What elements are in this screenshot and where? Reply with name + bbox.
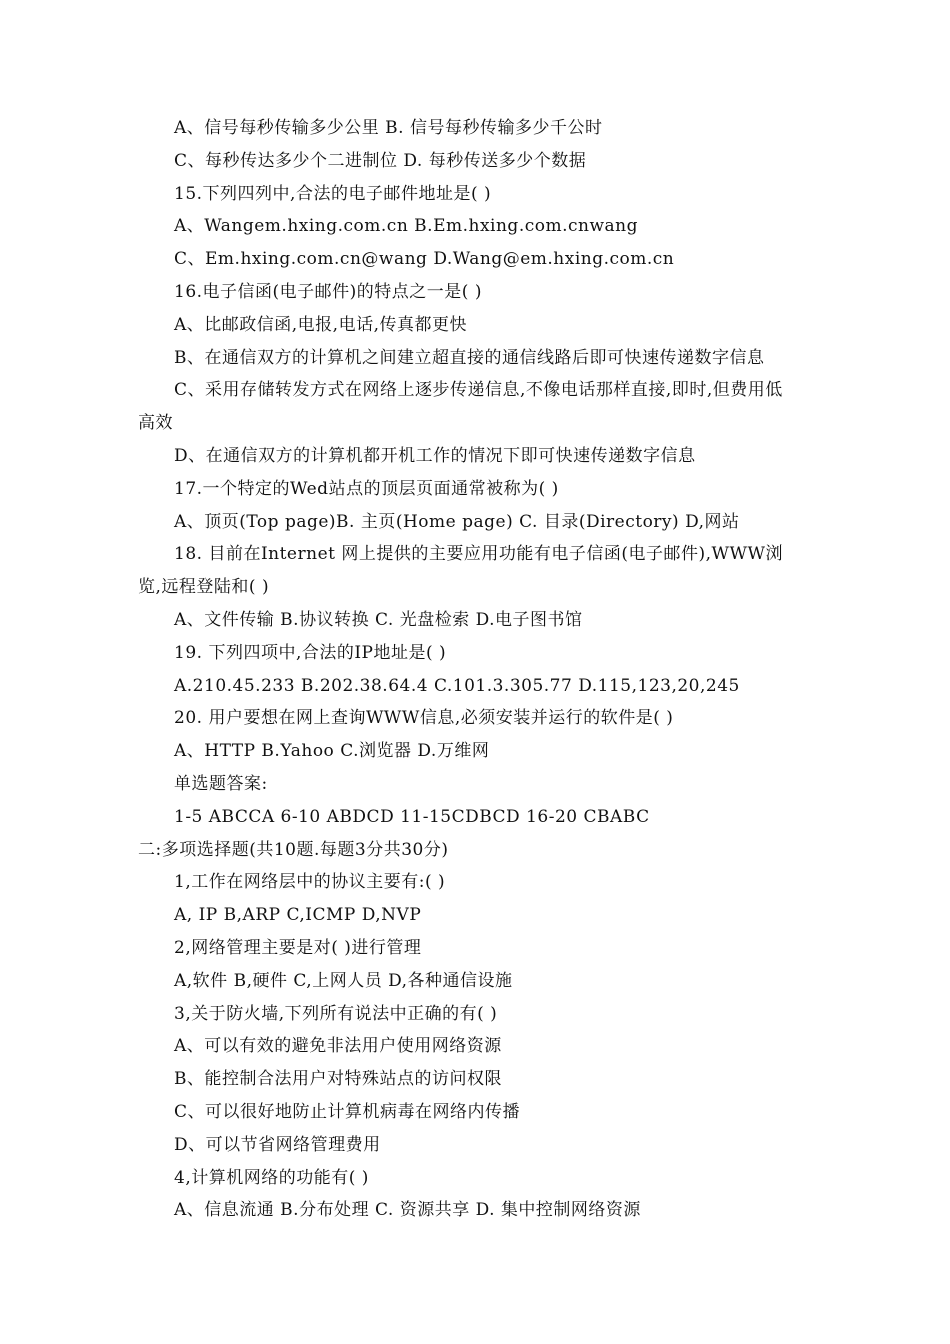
- text-line: 20. 用户要想在网上查询WWW信息,必须安装并运行的软件是( ): [174, 708, 674, 729]
- text-line: 15.下列四列中,合法的电子邮件地址是( ): [174, 183, 492, 204]
- text-line: A、HTTP B.Yahoo C.浏览器 D.万维网: [174, 741, 490, 762]
- text-line: 2,网络管理主要是对( )进行管理: [174, 937, 422, 958]
- text-line: 高效: [138, 413, 173, 434]
- text-line: A, IP B,ARP C,ICMP D,NVP: [174, 905, 422, 926]
- text-line: 1,工作在网络层中的协议主要有:( ): [174, 872, 446, 893]
- text-line: 览,远程登陆和( ): [138, 577, 270, 598]
- text-line: A、比邮政信函,电报,电话,传真都更快: [174, 314, 467, 335]
- text-line: A、Wangem.hxing.com.cn B.Em.hxing.com.cnwang: [174, 216, 638, 237]
- text-line: C、采用存储转发方式在网络上逐步传递信息,不像电话那样直接,即时,但费用低: [174, 380, 783, 401]
- text-line: 3,关于防火墙,下列所有说法中正确的有( ): [174, 1003, 498, 1024]
- text-line: 16.电子信函(电子邮件)的特点之一是( ): [174, 281, 482, 302]
- text-line: B、在通信双方的计算机之间建立超直接的通信线路后即可快速传递数字信息: [174, 347, 765, 368]
- text-line: C、每秒传达多少个二进制位 D. 每秒传送多少个数据: [174, 150, 587, 171]
- text-line: 1-5 ABCCA 6-10 ABDCD 11-15CDBCD 16-20 CBABC: [174, 806, 650, 827]
- text-line: B、能控制合法用户对特殊站点的访问权限: [174, 1069, 502, 1090]
- text-line: 17.一个特定的Wed站点的顶层页面通常被称为( ): [174, 478, 559, 499]
- text-line: A、文件传输 B.协议转换 C. 光盘检索 D.电子图书馆: [174, 609, 583, 630]
- document-body: [138, 112, 838, 1227]
- text-line: 二:多项选择题(共10题.每题3分共30分): [138, 839, 449, 860]
- text-line: A、可以有效的避免非法用户使用网络资源: [174, 1036, 502, 1057]
- text-line: 18. 目前在Internet 网上提供的主要应用功能有电子信函(电子邮件),WWW浏: [174, 544, 783, 565]
- text-line: A、信号每秒传输多少公里 B. 信号每秒传输多少千公时: [174, 118, 603, 138]
- text-line: A、信息流通 B.分布处理 C. 资源共享 D. 集中控制网络资源: [174, 1200, 641, 1221]
- text-line: C、Em.hxing.com.cn@wang D.Wang@em.hxing.com.cn: [174, 249, 675, 270]
- text-line: D、在通信双方的计算机都开机工作的情况下即可快速传递数字信息: [174, 445, 696, 466]
- text-line: A,软件 B,硬件 C,上网人员 D,各种通信设施: [174, 970, 513, 991]
- text-line: D、可以节省网络管理费用: [174, 1134, 381, 1155]
- text-line: A、顶页(Top page)B. 主页(Home page) C. 目录(Directory) D,网站: [174, 511, 740, 532]
- text-line: C、可以很好地防止计算机病毒在网络内传播: [174, 1101, 521, 1122]
- text-line: A.210.45.233 B.202.38.64.4 C.101.3.305.77 D.115,123,20,245: [174, 675, 740, 696]
- text-line: 单选题答案:: [174, 773, 268, 794]
- text-line: 19. 下列四项中,合法的IP地址是( ): [174, 642, 447, 663]
- text-line: 4,计算机网络的功能有( ): [174, 1167, 369, 1188]
